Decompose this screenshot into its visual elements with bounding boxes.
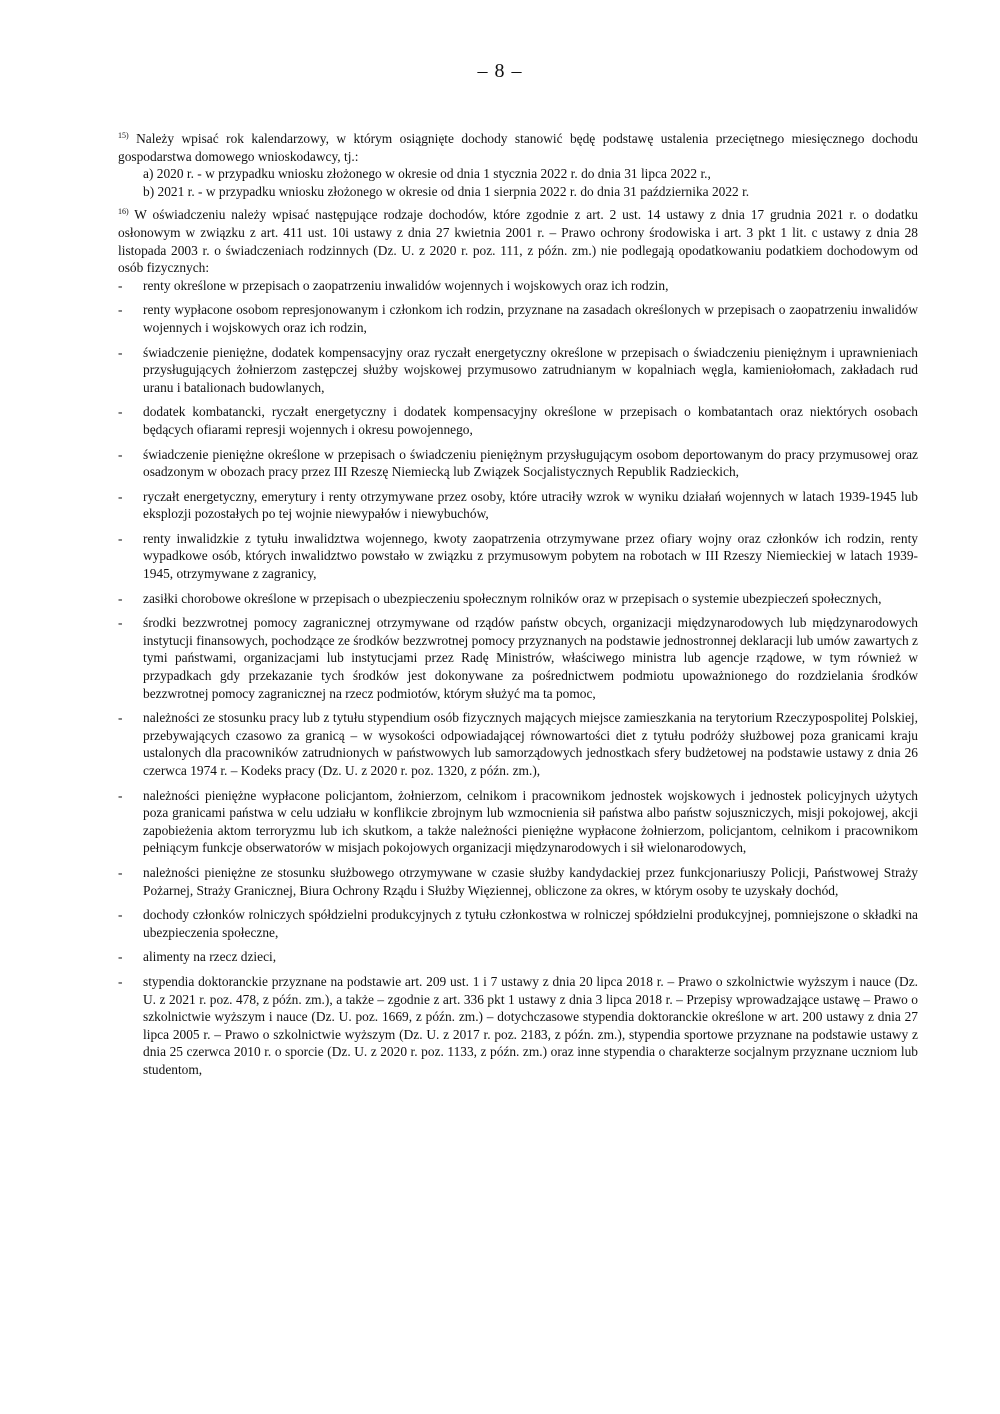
income-list [118,277,918,1079]
footnote-15-marker: 15) [118,131,129,140]
list-item: - stypendia doktoranckie przyznane na podstawie art. 209 ust. 1 i 7 ustawy z dnia 20 lipca 2018 r. – Prawo o szkolnictwie wyższym i nauce (Dz. U. z 2021 r. poz. 478, z późn. zm.), a także – zgodnie z art. 336 pkt 1 ustawy z dnia 3 lipca 2018 r. – Przepisy wprowadzające ustawę – Prawo o szkolnictwie wyższym i nauce (Dz. U. poz. 1669, z późn. zm.) – dotychczasowe stypendia doktoranckie określone w art. 200 ustawy z dnia 27 lipca 2005 r. – Prawo o szkolnictwie wyższym (Dz. U. z 2017 r. poz. 2183, z późn. zm.), stypendia sportowe przyznane na podstawie ustawy z dnia 25 czerwca 2010 r. o sporcie (Dz. U. z 2020 r. poz. 1133, z późn. zm.) oraz inne stypendia o charakterze socjalnym przyznane uczniom lub studentom, [118,973,918,1079]
list-item: - należności ze stosunku pracy lub z tytułu stypendium osób fizycznych mających miejsce zamieszkania na terytorium Rzeczypospolitej Polskiej, przebywających czasowo za granicą – w wysokości odpowiadającej równowartości diet z tytułu podróży służbowej poza granicami kraju ustalonych dla pracowników zatrudnionych w państwowych lub samorządowych jednostkach sfery budżetowej na podstawie ustawy z dnia 26 czerwca 1974 r. – Kodeks pracy (Dz. U. z 2020 r. poz. 1320, z późn. zm.), [118,709,918,779]
list-item: - należności pieniężne ze stosunku służbowego otrzymywane w czasie służby kandydackiej przez funkcjonariuszy Policji, Państwowej Straży Pożarnej, Straży Granicznej, Biura Ochrony Rządu i Służby Więziennej, obliczone za okres, w którym osoby te uzyskały dochód, [118,864,918,899]
footnote-15 [118,130,918,200]
list-item: - ryczałt energetyczny, emerytury i renty otrzymywane przez osoby, które utraciły wzrok w wyniku działań wojennych w latach 1939-1945 lub eksplozji pozostałych po tej wojnie niewypałów i niewybuchów, [118,488,918,523]
list-item: - renty inwalidzkie z tytułu inwalidztwa wojennego, kwoty zaopatrzenia otrzymywane przez ofiary wojny oraz członków ich rodzin, renty wypadkowe osób, których inwalidztwo powstało w związku z przymusowym pobytem na robotach w III Rzeszy Niemieckiej w latach 1939-1945, otrzymywane z zagranicy, [118,530,918,583]
list-item: - renty wypłacone osobom represjonowanym i członkom ich rodzin, przyznane na zasadach określonych w przepisach o zaopatrzeniu inwalidów wojennych i wojskowych oraz ich rodzin, [118,301,918,336]
list-item: - świadczenie pieniężne określone w przepisach o świadczeniu pieniężnym przysługującym osobom deportowanym do pracy przymusowej oraz osadzonym w obozach pracy przez III Rzeszę Niemiecką lub Związek Socjalistycznych Republik Radzieckich, [118,446,918,481]
footnote-16-marker: 16) [118,207,129,217]
list-item: - renty określone w przepisach o zaopatrzeniu inwalidów wojennych i wojskowych oraz ich rodzin, [118,277,918,295]
list-item: - dochody członków rolniczych spółdzielni produkcyjnych z tytułu członkostwa w rolniczej spółdzielni produkcyjnej, pomniejszone o składki na ubezpieczenia społeczne, [118,906,918,941]
footnote-16-text [118,206,918,276]
list-item: - świadczenie pieniężne, dodatek kompensacyjny oraz ryczałt energetyczny określone w przepisach o świadczeniu pieniężnym i uprawnieniach przysługujących żołnierzom zastępczej służby wojskowej przymusowo zatrudnianym w kopalniach węgla, kamieniołomach, zakładach rud uranu i batalionach budowlanych, [118,344,918,397]
footnote-16-body: W oświadczeniu należy wpisać następujące rodzaje dochodów, które zgodnie z art. 2 ust. 14 ustawy z dnia 17 grudnia 2021 r. o dodatku osłonowym w związku z art. 411 ust. 10i ustawy z dnia 27 kwietnia 2001 r. – Prawo ochrony środowiska i art. 3 pkt 1 lit. c ustawy z dnia 28 listopada 2003 r. o świadczeniach rodzinnych (Dz. U. z 2020 r. poz. 111, z późn. zm.) nie podlegają opodatkowaniu podatkiem dochodowym od osób fizycznych: [118,207,918,276]
footnote-15-body: Należy wpisać rok kalendarzowy, w którym osiągnięte dochody stanowić będę podstawę ustalenia przeciętnego miesięcznego dochodu gospodarstwa domowego wnioskodawcy, tj.: [118,131,919,164]
page-number: – 8 – [477,60,523,82]
list-item: - alimenty na rzecz dzieci, [118,948,918,966]
list-item: - należności pieniężne wypłacone policjantom, żołnierzom, celnikom i pracownikom jednostek wojskowych i jednostek policyjnych użytych poza granicami państwa w celu udziału w konflikcie zbrojnym lub wzmocnienia sił państwa albo państw sojuszniczych, misji pokojowej, akcji zapobieżenia aktom terroryzmu lub ich skutkom, a także należności pieniężne wypłacone żołnierzom, policjantom, celnikom i pracownikom pełniącym funkcje obserwatorów w misjach pokojowych organizacji międzynarodowych i sił wielonarodowych, [118,787,918,857]
footnote-16 [118,206,918,1078]
list-item: - środki bezzwrotnej pomocy zagranicznej otrzymywane od rządów państw obcych, organizacji międzynarodowych lub międzynarodowych instytucji finansowych, pochodzące ze środków bezzwrotnej pomocy przyznanych na podstawie jednostronnej deklaracji lub umów zawartych z tymi państwami, organizacjami lub instytucjami przez Radę Ministrów, właściwego ministra lub agencje rządowe, w tym również w przypadkach gdy przekazanie tych środków jest dokonywane za pośrednictwem podmiotu upoważnionego do rozdzielania środków bezzwrotnej pomocy zagranicznej na rzecz podmiotów, którym służyć ma ta pomoc, [118,614,918,702]
list-item: - zasiłki chorobowe określone w przepisach o ubezpieczeniu społecznym rolników oraz w przepisach o systemie ubezpieczeń społecznych, [118,590,918,608]
footnote-15-text [118,130,918,165]
list-item: - dodatek kombatancki, ryczałt energetyczny i dodatek kompensacyjny określone w przepisach o kombatantach oraz niektórych osobach będących ofiarami represji wojennych i okresu powojennego, [118,403,918,438]
footnotes [118,130,918,1086]
footnote-15-option-a: a) 2020 r. - w przypadku wniosku złożonego w okresie od dnia 1 stycznia 2022 r. do dnia 31 lipca 2022 r., [143,166,711,182]
footnote-15-option-b: b) 2021 r. - w przypadku wniosku złożonego w okresie od dnia 1 sierpnia 2022 r. do dnia 31 października 2022 r. [143,183,750,199]
